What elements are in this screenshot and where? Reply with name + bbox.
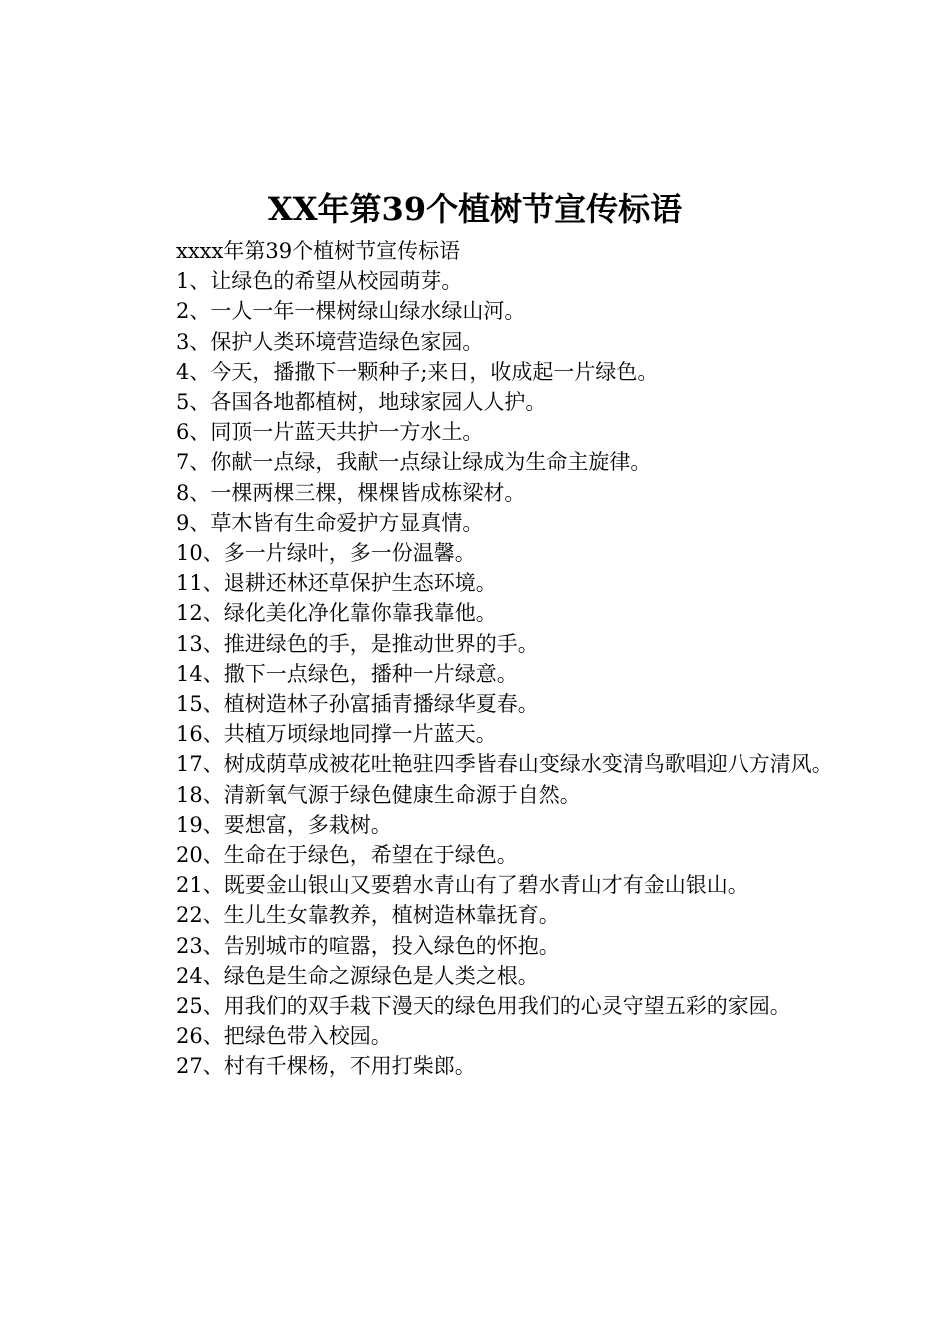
document-title: XX年第39个植树节宣传标语 — [267, 190, 683, 228]
slogan-line-6: 6、同顶一片蓝天共护一方水土。 — [176, 420, 484, 445]
slogan-line-16: 16、共植万顷绿地同撑一片蓝天。 — [176, 722, 497, 747]
slogan-line-7: 7、你献一点绿，我献一点绿让绿成为生命主旋律。 — [176, 450, 652, 475]
slogan-line-2: 2、一人一年一棵树绿山绿水绿山河。 — [176, 299, 526, 324]
slogan-line-15: 15、植树造林子孙富插青播绿华夏春。 — [176, 692, 539, 717]
slogan-line-26: 26、把绿色带入校园。 — [176, 1024, 392, 1049]
slogan-line-4: 4、今天，播撒下一颗种子;来日，收成起一片绿色。 — [176, 359, 659, 384]
slogan-line-18: 18、清新氧气源于绿色健康生命源于自然。 — [176, 782, 581, 807]
slogan-line-21: 21、既要金山银山又要碧水青山有了碧水青山才有金山银山。 — [176, 873, 749, 898]
slogan-line-20: 20、生命在于绿色，希望在于绿色。 — [176, 843, 518, 868]
slogan-line-17: 17、树成荫草成被花吐艳驻四季皆春山变绿水变清鸟歌唱迎八方清风。 — [176, 752, 833, 777]
slogan-line-24: 24、绿色是生命之源绿色是人类之根。 — [176, 963, 539, 988]
intro-line: xxxx年第39个植树节宣传标语 — [176, 239, 461, 263]
slogan-line-9: 9、草木皆有生命爱护方显真情。 — [176, 510, 484, 535]
slogan-line-10: 10、多一片绿叶，多一份温馨。 — [176, 541, 476, 566]
slogan-line-5: 5、各国各地都植树，地球家园人人护。 — [176, 390, 547, 415]
slogan-line-3: 3、保护人类环境营造绿色家园。 — [176, 329, 484, 354]
slogan-line-27: 27、村有千棵杨，不用打柴郎。 — [176, 1054, 476, 1079]
slogan-line-23: 23、告别城市的喧嚣，投入绿色的怀抱。 — [176, 933, 560, 958]
slogan-line-19: 19、要想富，多栽树。 — [176, 812, 392, 837]
slogan-line-11: 11、退耕还林还草保护生态环境。 — [176, 571, 497, 596]
slogan-line-13: 13、推进绿色的手，是推动世界的手。 — [176, 631, 539, 656]
slogan-line-14: 14、撒下一点绿色，播种一片绿意。 — [176, 661, 518, 686]
document-body — [128, 236, 834, 1082]
slogan-line-25: 25、用我们的双手栽下漫天的绿色用我们的心灵守望五彩的家园。 — [176, 994, 791, 1019]
slogan-line-1: 1、让绿色的希望从校园萌芽。 — [176, 269, 463, 294]
slogan-line-12: 12、绿化美化净化靠你靠我靠他。 — [176, 601, 497, 626]
slogan-line-8: 8、一棵两棵三棵，棵棵皆成栋梁材。 — [176, 480, 526, 505]
slogan-line-22: 22、生儿生女靠教养，植树造林靠抚育。 — [176, 903, 560, 928]
